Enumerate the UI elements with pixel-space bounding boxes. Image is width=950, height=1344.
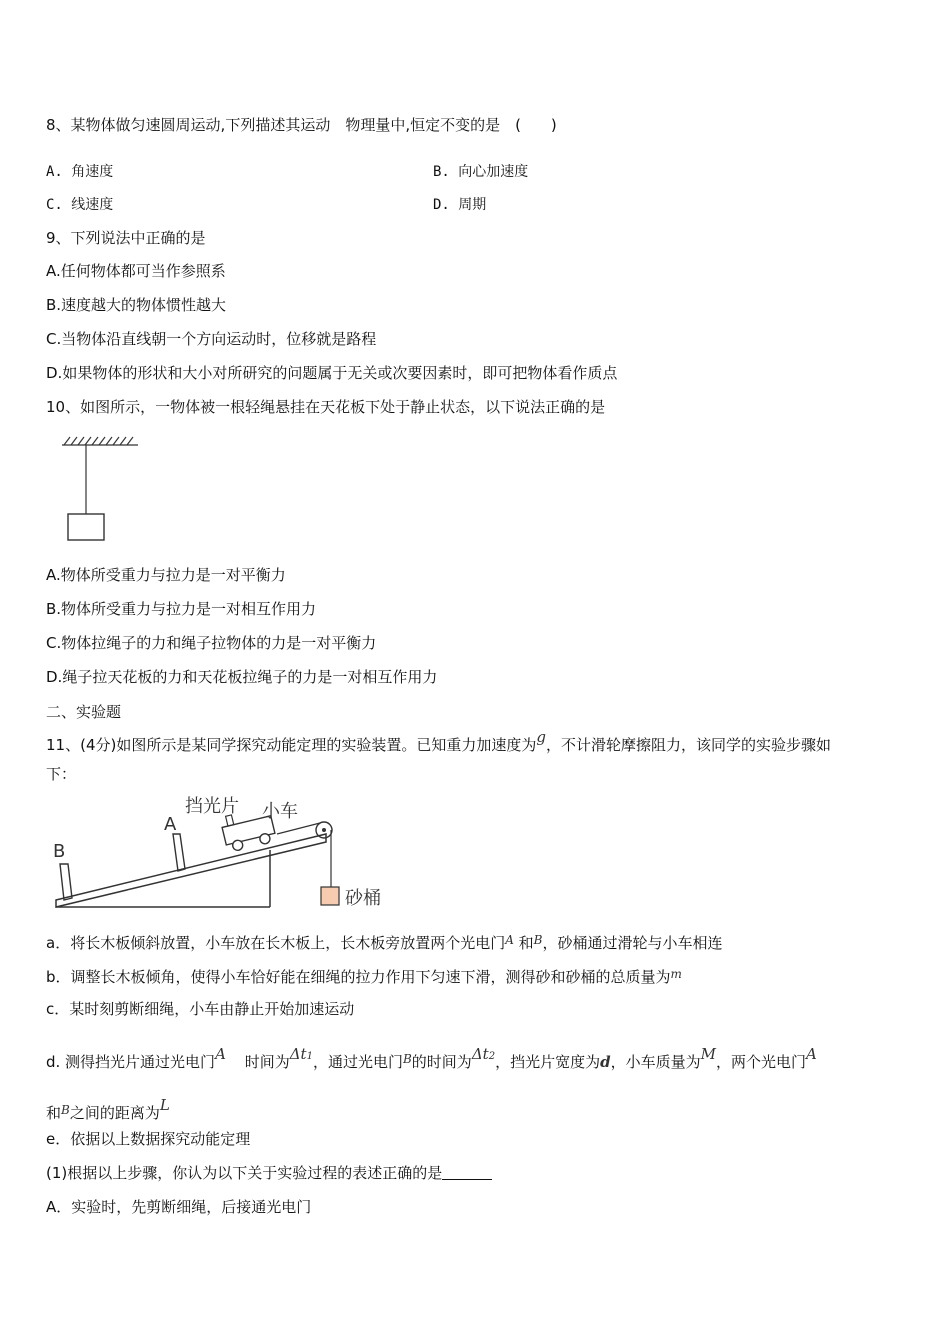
q10-option-d: D.绳子拉天花板的力和天花板拉绳子的力是一对相互作用力 [46, 668, 438, 686]
symbol-dt1: Δt1 [289, 1045, 313, 1063]
q10-option-c: C.物体拉绳子的力和绳子拉物体的力是一对平衡力 [46, 634, 377, 652]
label-bucket: 砂桶 [345, 888, 381, 909]
section-title: 二、实验题 [46, 703, 122, 721]
symbol-L: L [159, 1096, 170, 1114]
q11-step-e: e．依据以上数据探究动能定理 [46, 1130, 251, 1148]
q11-step-c: c．某时刻剪断细绳，小车由静止开始加速运动 [46, 1000, 355, 1018]
q11-step-b: b．调整长木板倾角，使得小车恰好能在细绳的拉力作用下匀速下滑，测得砂和砂桶的总质量为$^m$ [46, 967, 682, 986]
photogate-a [173, 834, 185, 871]
photogate-b [60, 864, 72, 900]
sand-bucket [321, 887, 339, 905]
q9-stem: 9、下列说法中正确的是 [46, 229, 206, 247]
q11-step-d-cont: 和$^B$之间的距离为L [46, 1096, 170, 1122]
q11-step-a: a．将长木板倾斜放置，小车放在长木板上，长木板旁放置两个光电门$^A$ 和$^B$，砂桶通过滑轮与小车相连 [46, 933, 723, 952]
label-shade: 挡光片 [185, 796, 239, 817]
q8-stem: 8、某物体做匀速圆周运动,下列描述其运动 物理量中,恒定不变的是 ( ) [46, 116, 557, 134]
q9-option-a: A.任何物体都可当作参照系 [46, 262, 226, 280]
q11-stem-cont: 下： [46, 765, 77, 783]
label-car: 小车 [262, 801, 298, 822]
experiment-apparatus-figure [50, 790, 400, 915]
inclined-board [56, 834, 326, 907]
string [277, 823, 320, 834]
q11-option-a: A．实验时，先剪断细绳，后接通光电门 [46, 1198, 312, 1216]
q8-option-d: D. 周期 [433, 197, 487, 213]
q9-option-d: D.如果物体的形状和大小对所研究的问题属于无关或次要因素时，即可把物体看作质点 [46, 364, 618, 382]
symbol-d: d [600, 1053, 611, 1071]
q11-stem: 11、(4分)如图所示是某同学探究动能定理的实验装置。已知重力加速度为g，不计滑轮摩擦阻力，该同学的实验步骤如 [46, 728, 831, 754]
symbol-dt2: Δt2 [471, 1045, 496, 1063]
q10-option-b: B.物体所受重力与拉力是一对相互作用力 [46, 600, 317, 618]
q8-option-a: A. 角速度 [46, 164, 114, 180]
q10-option-a: A.物体所受重力与拉力是一对平衡力 [46, 566, 286, 584]
q11-sub-question-1: (1)根据以上步骤，你认为以下关于实验过程的表述正确的是 [46, 1163, 492, 1183]
ceiling-icon [62, 437, 138, 445]
q11-step-d: d. 测得挡光片通过光电门A 时间为Δt1，通过光电门$^B$的时间为Δt2，挡光片宽度为d，小车质量为M，两个光电门A [46, 1045, 817, 1071]
q10-stem: 10、如图所示，一物体被一根轻绳悬挂在天花板下处于静止状态，以下说法正确的是 [46, 398, 606, 416]
symbol-M: M [700, 1045, 716, 1063]
label-b: B [53, 841, 66, 862]
hanging-block-figure [58, 432, 148, 547]
q8-option-b: B. 向心加速度 [433, 164, 529, 180]
q8-option-c: C. 线速度 [46, 197, 114, 213]
symbol-g: g [536, 728, 546, 746]
q9-option-c: C.当物体沿直线朝一个方向运动时，位移就是路程 [46, 330, 377, 348]
label-a: A [164, 814, 177, 835]
block [68, 514, 104, 540]
symbol-m: m [670, 967, 682, 981]
q9-option-b: B.速度越大的物体惯性越大 [46, 296, 227, 314]
answer-blank[interactable] [442, 1165, 492, 1180]
